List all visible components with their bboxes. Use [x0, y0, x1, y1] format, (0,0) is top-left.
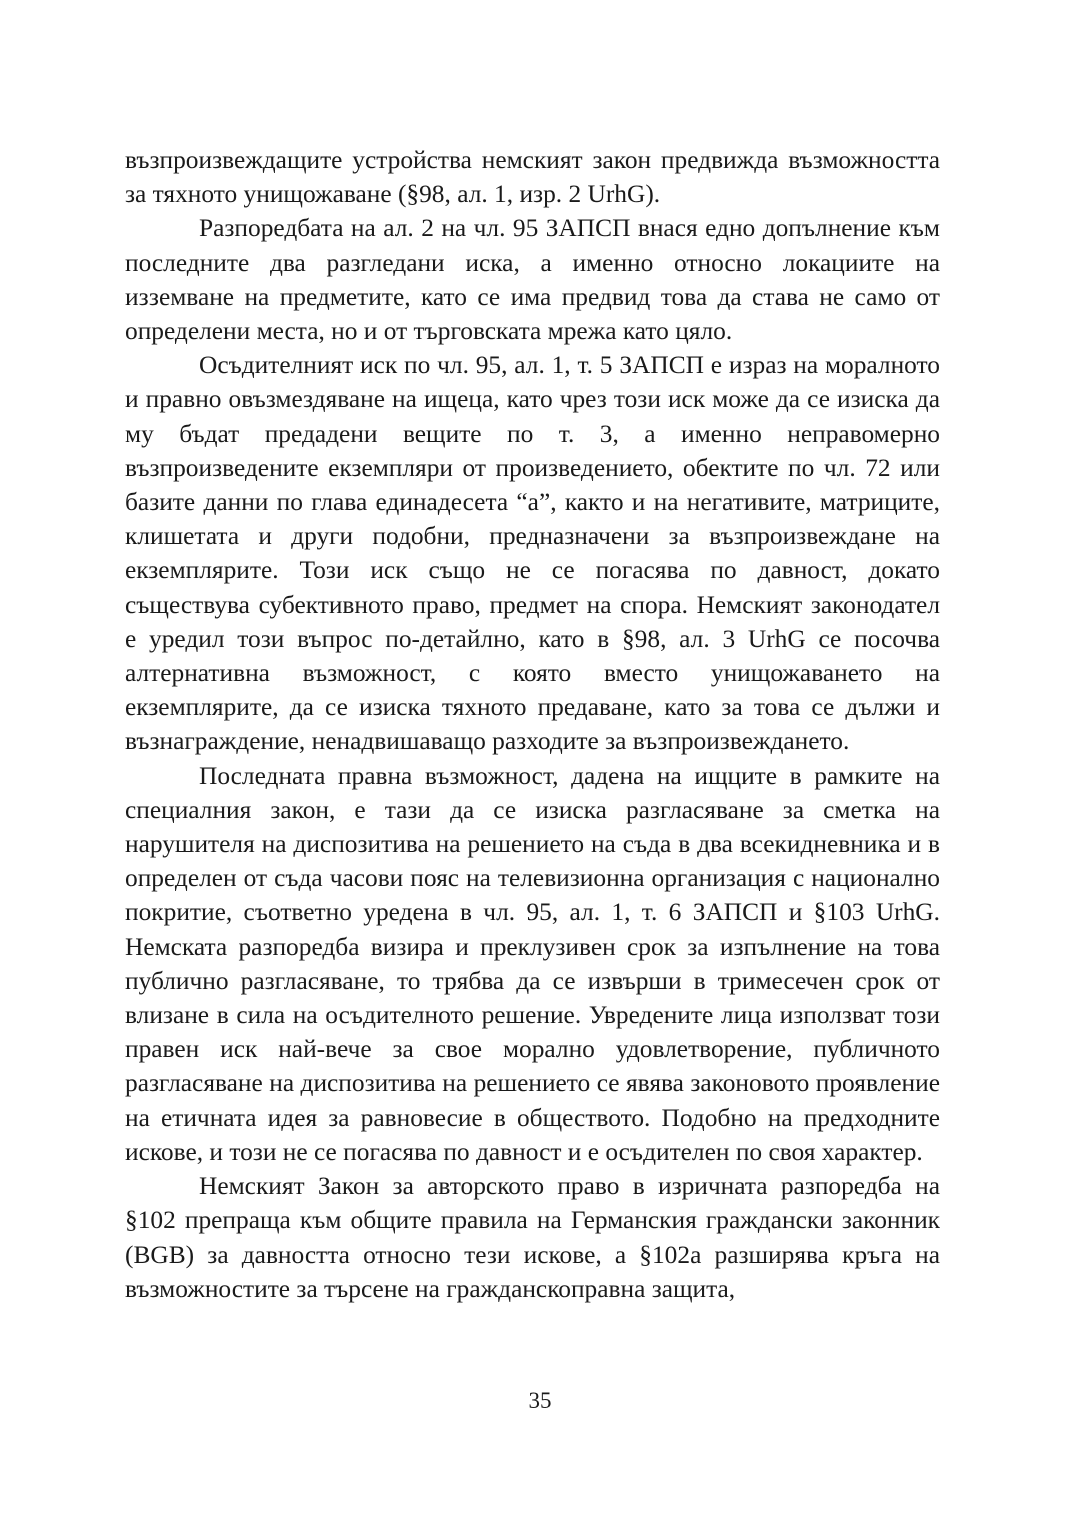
page-body	[125, 143, 940, 1306]
page-number: 35	[528, 1388, 552, 1413]
paragraph-art95-t5: Осъдителният иск по чл. 95, ал. 1, т. 5 ЗАПСП е израз на моралното и правно овъзмездяване на ищеца, като чрез този иск може да се изиска да му бъдат предадени вещите по т. 3, а именно неправомерно възпроизведените екземпляри от произведението, обектите по чл. 72 или базите данни по глава единадесета “а”, както и на негативите, матриците, клишетата и други подобни, предназначени за възпроизвеждане на екземплярите. Този иск също не се погасява по давност, докато съществува субективното право, предмет на спора. Немският законодател е уредил този въпрос по-детайлно, като в §98, ал. 3 UrhG се посочва алтернативна възможност, с която вместо унищожаването на екземплярите, да се изиска тяхното предаване, като за това се дължи и възнаграждение, ненадвишаващо разходите за възпроизвеждането.	[125, 351, 940, 756]
paragraph-publication: Последната правна възможност, дадена на ищците в рамките на специалния закон, е тази да се изиска разгласяване за сметка на нарушителя на диспозитива на решението на съда в два всекидневника и в определен от съда часови пояс на телевизионна организация с национално покритие, съответно уредена в чл. 95, ал. 1, т. 6 ЗАПСП и §103 UrhG. Немската разпоредба визира и преклузивен срок за изпълнение на това публично разгласяване, то трябва да се извърши в тримесечен срок от влизане в сила на осъдителното решение. Увредените лица използват този правен иск най-вече за свое морално удовлетворение, публичното разгласяване на диспозитива на решението се явява законовото проявление на етичната идея за равновесие в обществото. Подобно на предходните искове, и този не се погасява по давност и е осъдителен по своя характер.	[125, 761, 940, 1166]
paragraph-continuation: възпроизвеждащите устройства немският закон предвижда възможността за тяхното унищожаване (§98, ал. 1, изр. 2 UrhG).	[125, 146, 940, 209]
paragraph-german-law: Немският Закон за авторското право в изричната разпоредба на §102 препраща към общите правила на Германския граждански законник (BGB) за давността относно тези искове, а §102а разширява кръга на възможностите за търсене на гражданскоправна защита,	[125, 1172, 940, 1303]
paragraph-art95-al2: Разпоредбата на ал. 2 на чл. 95 ЗАПСП внася едно допълнение към последните два разгледани иска, а именно относно локациите на изземване на предметите, като се има предвид това да става не само от определени места, но и от търговската мрежа като цяло.	[125, 214, 940, 346]
